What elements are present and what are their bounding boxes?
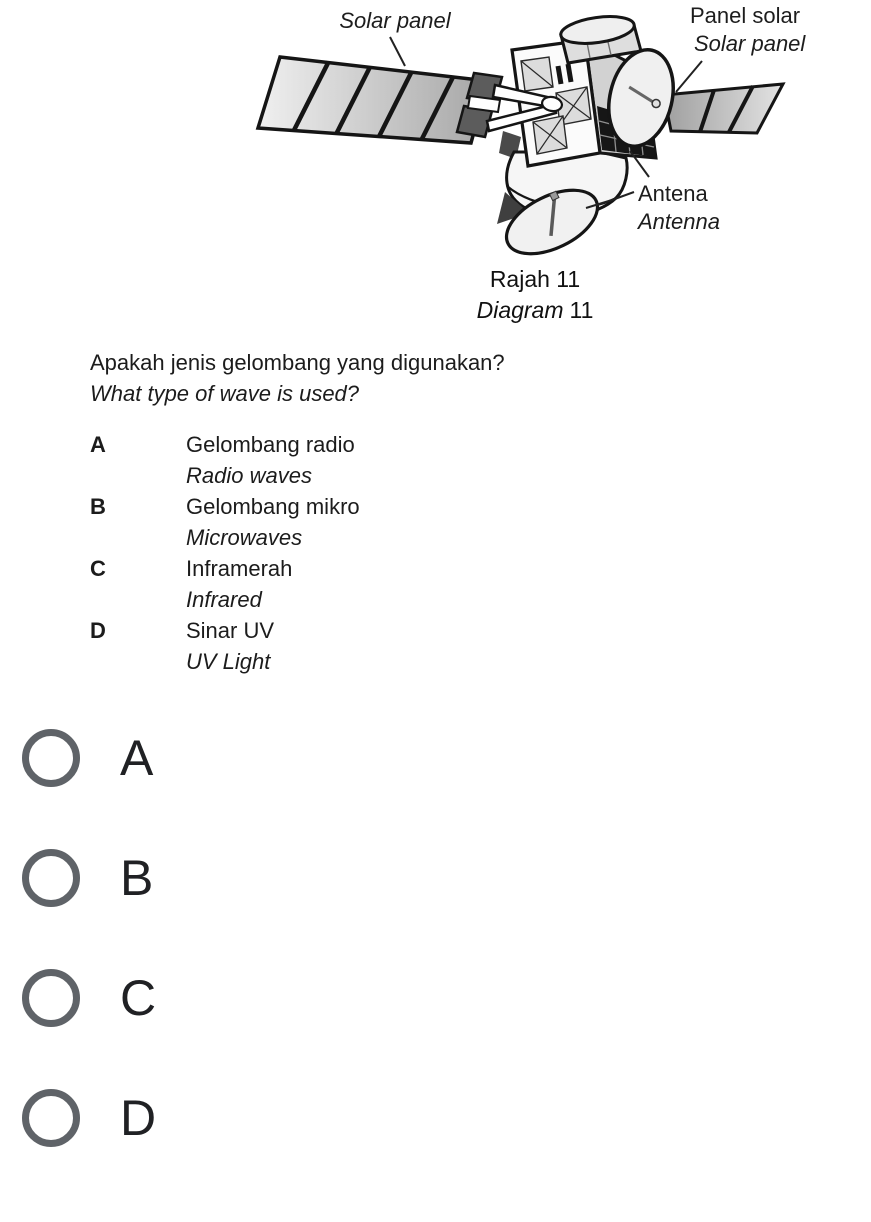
question-text-english: What type of wave is used? bbox=[90, 381, 360, 406]
top-cylinder bbox=[559, 12, 641, 63]
radio-button-c[interactable] bbox=[22, 969, 80, 1027]
radio-button-b[interactable] bbox=[22, 849, 80, 907]
option-d-text-malay: Sinar UV bbox=[186, 618, 275, 643]
option-b bbox=[90, 491, 360, 553]
answer-label-c[interactable]: C bbox=[120, 970, 157, 1026]
left-solar-panel bbox=[258, 57, 502, 143]
option-c-letter: C bbox=[90, 556, 106, 581]
answer-label-d[interactable]: D bbox=[120, 1090, 157, 1146]
leader-solar-panel-left bbox=[390, 37, 405, 66]
answer-label-b[interactable]: B bbox=[120, 850, 154, 906]
question-text-malay: Apakah jenis gelombang yang digunakan? bbox=[90, 350, 505, 375]
radio-button-a[interactable] bbox=[22, 729, 80, 787]
option-b-text-malay: Gelombang mikro bbox=[186, 494, 360, 519]
radio-button-d[interactable] bbox=[22, 1089, 80, 1147]
satellite-diagram bbox=[0, 0, 871, 335]
leader-solar-panel-right bbox=[676, 61, 702, 92]
answer-label-a[interactable]: A bbox=[120, 730, 154, 786]
label-solar-panel-left: Solar panel bbox=[339, 8, 451, 33]
figure-caption-english: Diagram 11 bbox=[476, 297, 594, 323]
right-solar-panel bbox=[664, 84, 783, 133]
option-d bbox=[90, 615, 360, 677]
answer-option-b[interactable] bbox=[22, 848, 156, 908]
option-b-letter: B bbox=[90, 494, 106, 519]
option-c-text-malay: Inframerah bbox=[186, 556, 293, 581]
option-c-text-english: Infrared bbox=[186, 587, 262, 612]
question-text bbox=[90, 347, 505, 409]
option-a-text-english: Radio waves bbox=[186, 463, 312, 488]
option-a-letter: A bbox=[90, 432, 106, 457]
options-list bbox=[90, 429, 360, 677]
answer-option-c[interactable] bbox=[22, 968, 156, 1028]
answer-option-d[interactable] bbox=[22, 1088, 156, 1148]
answer-option-a[interactable] bbox=[22, 728, 156, 788]
figure-caption-malay: Rajah 11 bbox=[489, 266, 581, 292]
label-antenna-english: Antenna bbox=[638, 209, 720, 234]
option-d-text-english: UV Light bbox=[186, 649, 271, 674]
option-a bbox=[90, 429, 360, 491]
option-d-letter: D bbox=[90, 618, 106, 643]
option-c bbox=[90, 553, 360, 615]
label-antenna-malay: Antena bbox=[638, 181, 708, 206]
label-panel-solar-malay: Panel solar bbox=[690, 3, 801, 28]
option-a-text-malay: Gelombang radio bbox=[186, 432, 355, 457]
answer-choices bbox=[22, 728, 156, 1208]
option-b-text-english: Microwaves bbox=[186, 525, 303, 550]
label-panel-solar-english: Solar panel bbox=[694, 31, 806, 56]
